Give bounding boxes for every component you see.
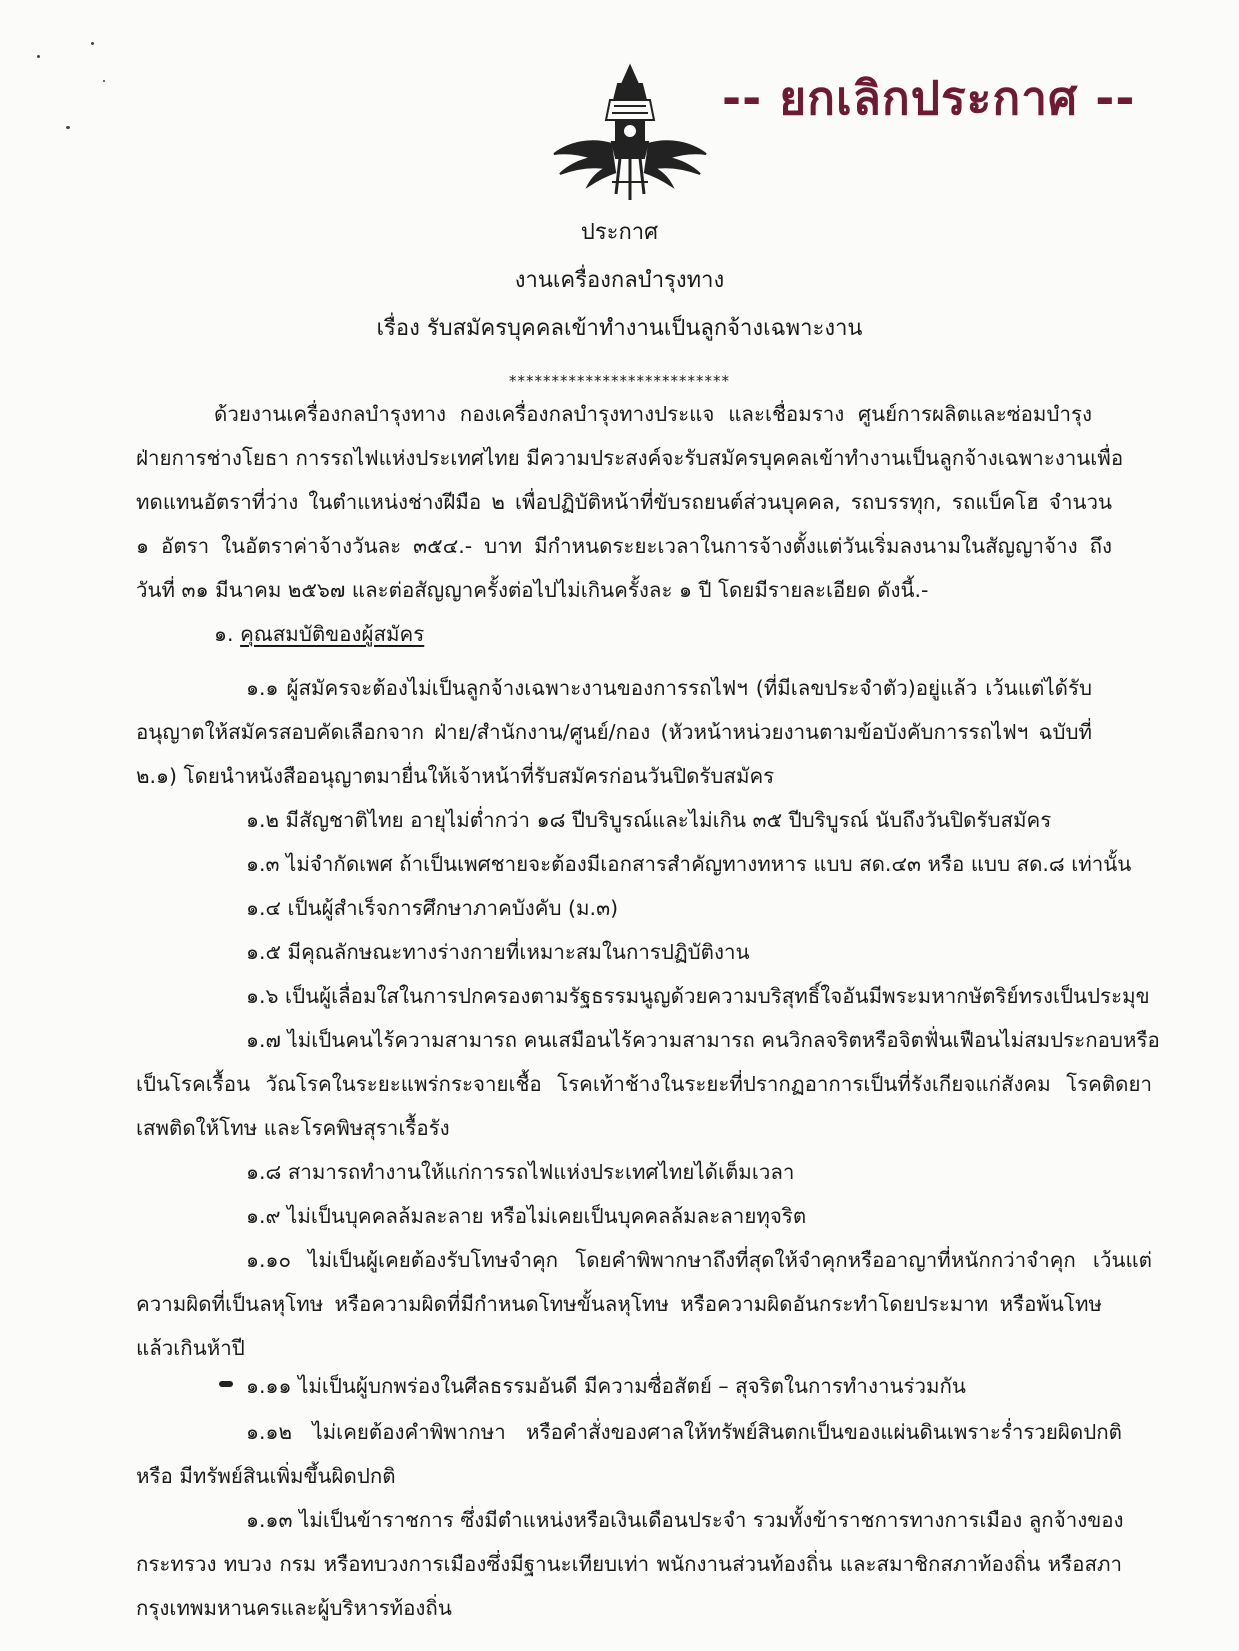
- intro-line: ด้วยงานเครื่องกลบำรุงทาง กองเครื่องกลบำรุงทางประแจ และเชื่อมราง ศูนย์การผลิตและซ่อมบำรุง: [214, 402, 1092, 426]
- item-line: ๑.๑๓ ไม่เป็นข้าราชการ ซึ่งมีตำแหน่งหรือเงินเดือนประจำ รวมทั้งข้าราชการทางการเมือง ลูกจ้างของ: [246, 1508, 1124, 1532]
- item-line: กรุงเทพมหานครและผู้บริหารท้องถิ่น: [136, 1596, 452, 1620]
- document-unit: งานเครื่องกลบำรุงทาง: [514, 268, 725, 293]
- intro-line: ทดแทนอัตราที่ว่าง ในตำแหน่งช่างฝีมือ ๒ เพื่อปฏิบัติหน้าที่ขับรถยนต์ส่วนบุคคล, รถบรรทุก, รถแบ็คโฮ จำนวน: [136, 490, 1112, 514]
- item-line: ๑.๑๐ ไม่เป็นผู้เคยต้องรับโทษจำคุก โดยคำพิพากษาถึงที่สุดให้จำคุกหรืออาญาที่หนักกว่าจำคุก เว้นแต่: [246, 1248, 1152, 1272]
- item-line: เป็นโรคเรื้อน วัณโรคในระยะแพร่กระจายเชื้อ โรคเท้าช้างในระยะที่ปรากฏอาการเป็นที่รังเกียจแก่สังคม โรคติดยา: [136, 1072, 1152, 1096]
- item-line: หรือ มีทรัพย์สินเพิ่มขึ้นผิดปกติ: [136, 1464, 396, 1488]
- item-line: กระทรวง ทบวง กรม หรือทบวงการเมืองซึ่งมีฐานะเทียบเท่า พนักงานส่วนท้องถิ่น และสมาชิกสภาท้องถิ่น หรือสภา: [136, 1552, 1122, 1576]
- scan-speck: [103, 80, 105, 82]
- pen-mark: [219, 1381, 233, 1387]
- item-line: ๑.๕ มีคุณลักษณะทางร่างกายที่เหมาะสมในการปฏิบัติงาน: [246, 940, 750, 964]
- item-line: อนุญาตให้สมัครสอบคัดเลือกจาก ฝ่าย/สำนักงาน/ศูนย์/กอง (หัวหน้าหน่วยงานตามข้อบังคับการรถไฟฯ ฉบับที่: [136, 720, 1092, 744]
- scan-speck: [37, 55, 40, 58]
- item-line: ๑.๔ เป็นผู้สำเร็จการศึกษาภาคบังคับ (ม.๓): [246, 896, 619, 920]
- item-line: ๑.๘ สามารถทำงานให้แก่การรถไฟแห่งประเทศไทยได้เต็มเวลา: [246, 1160, 795, 1184]
- header-separator: **************************: [509, 372, 730, 390]
- scan-speck: [91, 42, 94, 45]
- item-line: ๑.๙ ไม่เป็นบุคคลล้มละลาย หรือไม่เคยเป็นบุคคลล้มละลายทุจริต: [246, 1204, 807, 1228]
- scan-speck: [66, 126, 70, 129]
- item-line: ๑.๖ เป็นผู้เลื่อมใสในการปกครองตามรัฐธรรมนูญด้วยความบริสุทธิ์ใจอันมีพระมหากษัตริย์ทรงเป็นประมุข: [246, 984, 1150, 1008]
- section-title: คุณสมบัติของผู้สมัคร: [240, 622, 425, 646]
- item-line: เสพติดให้โทษ และโรคพิษสุราเรื้อรัง: [136, 1116, 450, 1140]
- item-line: ๑.๑ ผู้สมัครจะต้องไม่เป็นลูกจ้างเฉพาะงานของการรถไฟฯ (ที่มีเลขประจำตัว)อยู่แล้ว เว้นแต่ได้รับ: [246, 676, 1092, 700]
- item-line: ๑.๒ มีสัญชาติไทย อายุไม่ต่ำกว่า ๑๘ ปีบริบูรณ์และไม่เกิน ๓๕ ปีบริบูรณ์ นับถึงวันปิดรับสมัคร: [246, 808, 1052, 832]
- intro-line: ฝ่ายการช่างโยธา การรถไฟแห่งประเทศไทย มีความประสงค์จะรับสมัครบุคคลเข้าทำงานเป็นลูกจ้างเฉพาะงานเพื่อ: [136, 446, 1124, 470]
- item-line: ๑.๑๒ ไม่เคยต้องคำพิพากษา หรือคำสั่งของศาลให้ทรัพย์สินตกเป็นของแผ่นดินเพราะร่ำรวยผิดปกติ: [246, 1420, 1122, 1444]
- item-line: ๑.๗ ไม่เป็นคนไร้ความสามารถ คนเสมือนไร้ความสามารถ คนวิกลจริตหรือจิตฟั่นเฟือนไม่สมประกอบหรือ: [246, 1028, 1160, 1052]
- item-line: แล้วเกินห้าปี: [136, 1336, 245, 1360]
- item-line: ๑.๑๑ ไม่เป็นผู้บกพร่องในศีลธรรมอันดี มีความซื่อสัตย์ – สุจริตในการทำงานร่วมกัน: [246, 1374, 966, 1398]
- srt-emblem-icon: [552, 62, 708, 202]
- cancel-notice: -- ยกเลิกประกาศ --: [722, 71, 1136, 125]
- section-number: ๑.: [214, 622, 234, 646]
- intro-line: วันที่ ๓๑ มีนาคม ๒๕๖๗ และต่อสัญญาครั้งต่อไปไม่เกินครั้งละ ๑ ปี โดยมีรายละเอียด ดังนี้.-: [136, 578, 929, 602]
- item-line: ความผิดที่เป็นลหุโทษ หรือความผิดที่มีกำหนดโทษขั้นลหุโทษ หรือความผิดอันกระทำโดยประมาท หรือพ้นโทษ: [136, 1292, 1102, 1316]
- intro-line: ๑ อัตรา ในอัตราค่าจ้างวันละ ๓๕๔.- บาท มีกำหนดระยะเวลาในการจ้างตั้งแต่วันเริ่มลงนามในสัญญาจ้าง ถึง: [136, 534, 1112, 558]
- document-title: ประกาศ: [580, 220, 659, 245]
- document-subject: เรื่อง รับสมัครบุคคลเข้าทำงานเป็นลูกจ้างเฉพาะงาน: [376, 316, 863, 341]
- section-heading: [214, 624, 424, 645]
- item-line: ๒.๑) โดยนำหนังสืออนุญาตมายื่นให้เจ้าหน้าที่รับสมัครก่อนวันปิดรับสมัคร: [136, 764, 775, 788]
- item-line: ๑.๓ ไม่จำกัดเพศ ถ้าเป็นเพศชายจะต้องมีเอกสารสำคัญทางทหาร แบบ สด.๔๓ หรือ แบบ สด.๘ เท่านั้น: [246, 852, 1132, 876]
